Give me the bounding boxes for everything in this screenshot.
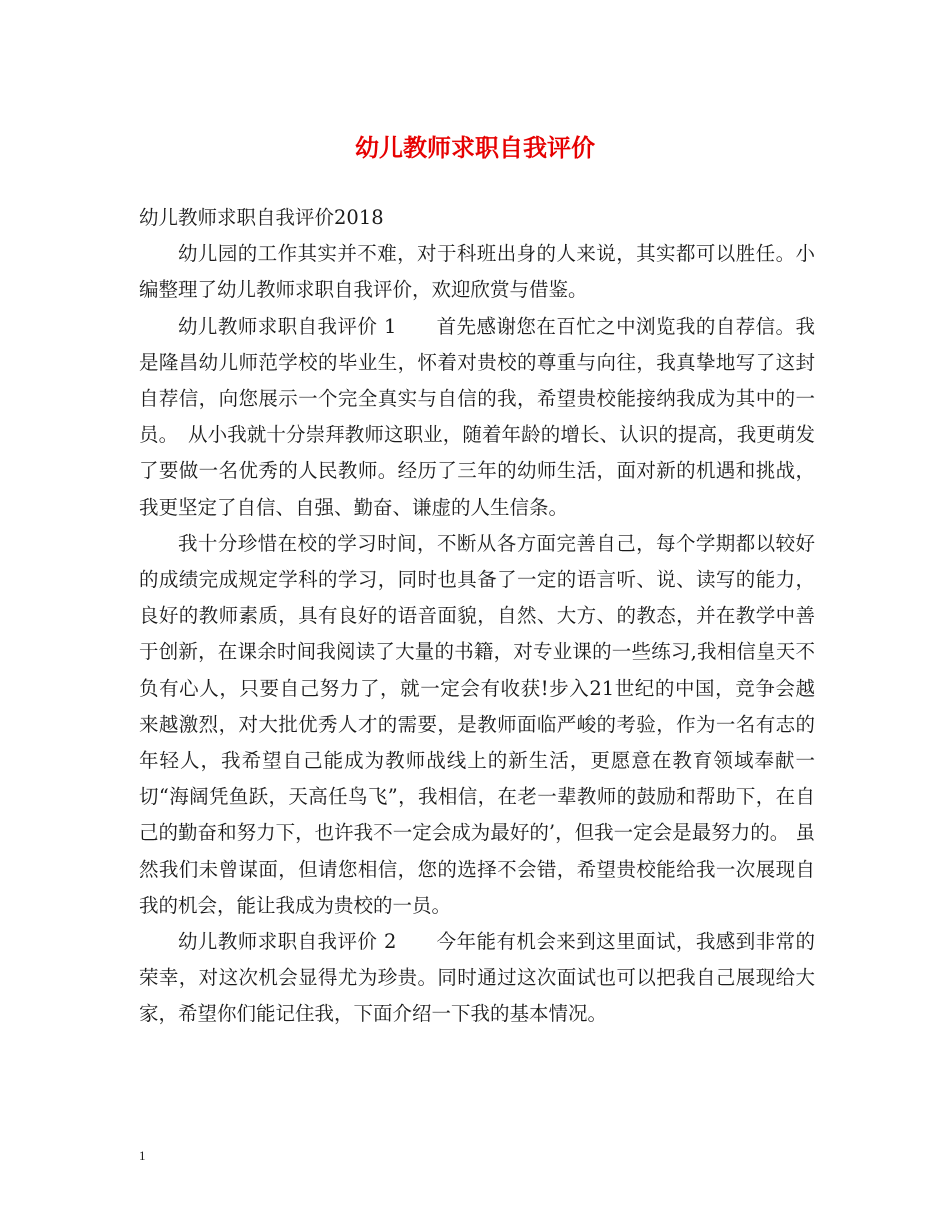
paragraph-intro: 幼儿园的工作其实并不难，对于科班出身的人来说，其实都可以胜任。小编整理了幼儿教师求职自我评价，欢迎欣赏与借鉴。 — [139, 242, 815, 302]
paragraph-evaluation-1-continued: 我十分珍惜在校的学习时间，不断从各方面完善自己，每个学期都以较好的成绩完成规定学科的学习，同时也具备了一定的语言听、说、读写的能力，良好的教师素质，具有良好的语音面貌，自然、大方、的教态，并在教学中善于创新，在课余时间我阅读了大量的书籍，对专业课的一些练习,我相信皇天不负有心人，只要自己努力了，就一定会有收获!步入21世纪的中国，竞争会越来越激烈，对大批优秀人才的需要，是教师面临严峻的考验，作为一名有志的年轻人，我希望自己能成为教师战线上的新生活，更愿意在教育领域奉献一切“海阔凭鱼跃，天高任鸟飞”，我相信，在老一辈教师的鼓励和帮助下，在自己的勤奋和努力下，也许我不一定会成为最好的’，但我一定会是最努力的。 虽然我们未曾谋面，但请您相信，您的选择不会错，希望贵校能给我一次展现自我的机会，能让我成为贵校的一员。 — [139, 531, 815, 917]
page-number: 1 — [139, 1148, 146, 1163]
document-title: 幼儿教师求职自我评价 — [355, 133, 595, 162]
paragraph-evaluation-1: 幼儿教师求职自我评价 1 首先感谢您在百忙之中浏览我的自荐信。我是隆昌幼儿师范学校的毕业生，怀着对贵校的尊重与向往，我真挚地写了这封自荐信，向您展示一个完全真实与自信的我，希望贵校能接纳我成为其中的一员。 从小我就十分崇拜教师这职业，随着年龄的增长、认识的提高，我更萌发了要做一名优秀的人民教师。经历了三年的幼师生活，面对新的机遇和挑战，我更坚定了自信、自强、勤奋、谦虚的人生信条。 — [139, 314, 815, 519]
document-subtitle: 幼儿教师求职自我评价2018 — [139, 206, 384, 229]
document-body — [139, 200, 815, 1033]
paragraph-evaluation-2: 幼儿教师求职自我评价 2 今年能有机会来到这里面试，我感到非常的荣幸，对这次机会显得尤为珍贵。同时通过这次面试也可以把我自己展现给大家，希望你们能记住我，下面介绍一下我的基本情况。 — [139, 930, 815, 1026]
